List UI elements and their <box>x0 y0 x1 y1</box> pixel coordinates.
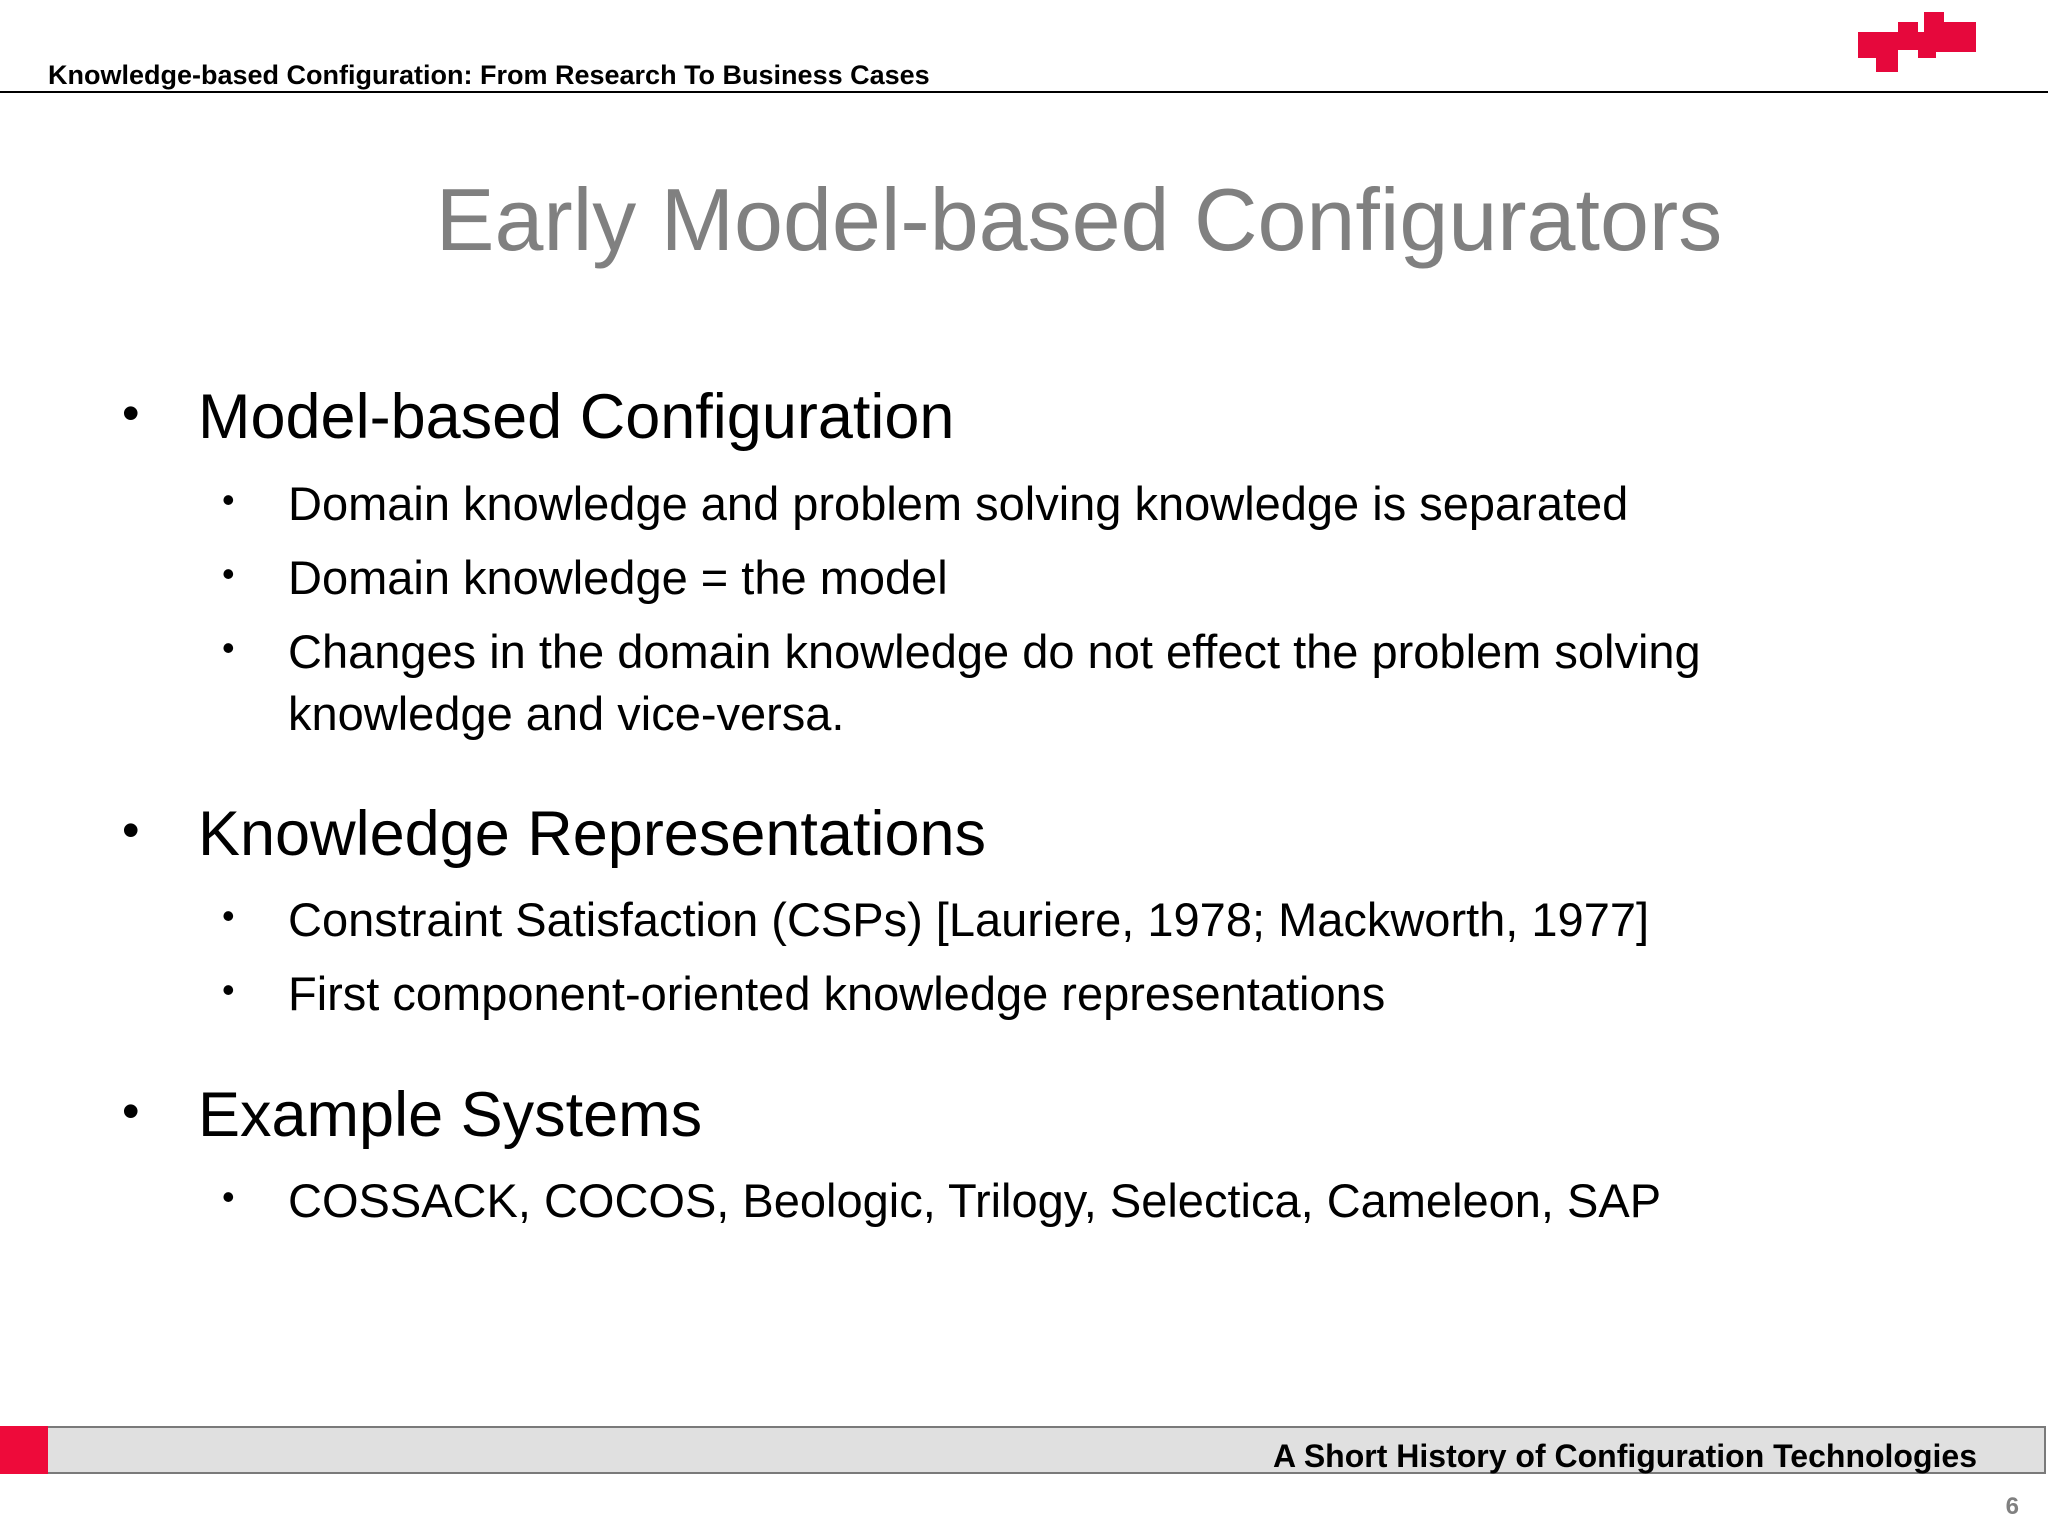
footer-accent <box>0 1426 48 1474</box>
bullet-icon: • <box>222 553 235 594</box>
presentation-title: Knowledge-based Configuration: From Research To Business Cases <box>48 60 930 90</box>
bullet-icon: • <box>222 627 235 668</box>
footer-title: A Short History of Configuration Technologies <box>1273 1438 1977 1474</box>
page-number: 6 <box>2005 1493 2019 1520</box>
bullet-icon: • <box>122 802 140 858</box>
bullet-icon: • <box>122 385 140 441</box>
bullet-icon: • <box>122 1083 140 1139</box>
list-item-label: Domain knowledge and problem solving knowledge is separated <box>288 477 1629 530</box>
bullet-icon: • <box>222 895 235 936</box>
list-item-label: Constraint Satisfaction (CSPs) [Lauriere, 1978; Mackworth, 1977] <box>288 893 1650 946</box>
slide-title: Early Model-based Configurators <box>435 170 1723 269</box>
list-item-label: Domain knowledge = the model <box>288 551 948 604</box>
list-item-label: First component-oriented knowledge representations <box>288 967 1386 1020</box>
bullet-icon: • <box>222 969 235 1010</box>
section-heading-label: Knowledge Representations <box>198 799 987 869</box>
list-item-label: Changes in the domain knowledge do not effect the problem solving <box>288 625 1701 678</box>
list-item-label: knowledge and vice-versa. <box>288 687 845 740</box>
university-logo-icon <box>1858 12 1976 72</box>
bullet-icon: • <box>222 479 235 520</box>
section-heading-label: Model-based Configuration <box>198 382 955 452</box>
section-heading-label: Example Systems <box>198 1080 703 1150</box>
bullet-icon: • <box>222 1176 235 1217</box>
header-divider <box>0 91 2048 93</box>
list-item-label: COSSACK, COCOS, Beologic, Trilogy, Selectica, Cameleon, SAP <box>288 1174 1662 1227</box>
